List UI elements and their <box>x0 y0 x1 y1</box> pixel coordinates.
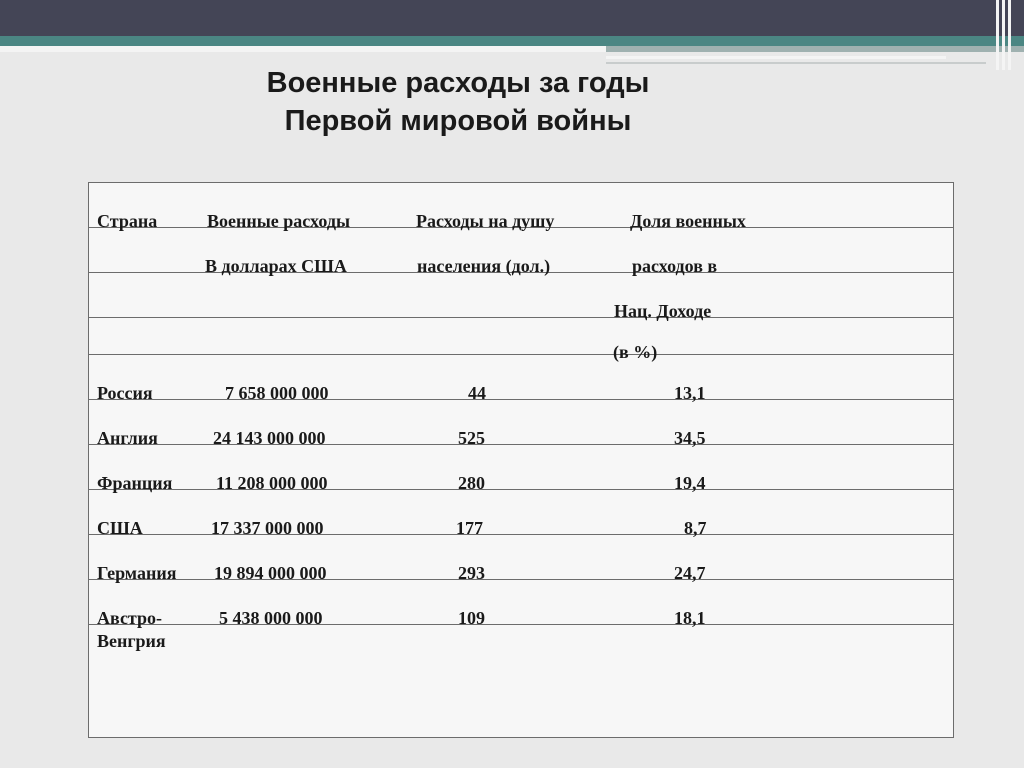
table-cell <box>89 445 954 493</box>
table-cell <box>89 355 954 403</box>
per-capita-cell: 293 <box>458 563 485 583</box>
table-row <box>89 625 954 738</box>
table-header-row <box>89 273 954 318</box>
country-cell: США <box>97 518 143 538</box>
slide-title <box>0 64 916 140</box>
spending-cell: 19 894 000 000 <box>214 563 327 583</box>
slide-stripe <box>606 56 946 59</box>
share-cell: 8,7 <box>684 518 707 538</box>
header-share-percent: (в %) <box>613 342 658 362</box>
table-cell <box>89 535 954 583</box>
table-row <box>89 445 954 490</box>
country-cell: Франция <box>97 473 173 493</box>
table-header-row <box>89 228 954 273</box>
header-share-cont: расходов в <box>632 256 718 276</box>
spending-cell: 24 143 000 000 <box>213 428 326 448</box>
per-capita-cell: 109 <box>458 608 485 628</box>
military-spending-table <box>88 182 954 738</box>
table-cell <box>89 625 954 738</box>
slide-top-bar <box>0 0 1024 36</box>
header-per-capita: Расходы на душу <box>416 211 555 231</box>
share-cell: 34,5 <box>674 428 706 448</box>
table-cell <box>89 400 954 448</box>
share-cell: 19,4 <box>674 473 706 493</box>
table-header-cell <box>89 318 954 362</box>
per-capita-cell: 177 <box>456 518 483 538</box>
country-cell-continued: Венгрия <box>97 631 166 651</box>
country-cell: Австро- <box>97 608 162 628</box>
table-row <box>89 535 954 580</box>
table-header-row <box>89 318 954 355</box>
table-row <box>89 580 954 625</box>
table-header-cell <box>89 183 954 231</box>
slide-accent-band <box>0 36 1024 46</box>
table-cell <box>89 490 954 538</box>
country-cell: Германия <box>97 563 177 583</box>
table-cell <box>89 580 954 628</box>
share-cell: 24,7 <box>674 563 706 583</box>
table-header-cell <box>89 228 954 276</box>
header-spending: Военные расходы <box>207 211 350 231</box>
country-cell: Россия <box>97 383 153 403</box>
header-share: Доля военных <box>630 211 746 231</box>
slide-title-line-1: Военные расходы за годы <box>266 67 650 99</box>
slide-title-line-2: Первой мировой войны <box>284 105 632 137</box>
header-share-income: Нац. Доходе <box>614 301 712 321</box>
table-row <box>89 400 954 445</box>
slide-decoration-lines <box>992 0 1024 70</box>
per-capita-cell: 44 <box>468 383 486 403</box>
header-per-capita-units: населения (дол.) <box>417 256 551 276</box>
table-row <box>89 490 954 535</box>
share-cell: 13,1 <box>674 383 706 403</box>
slide-gray-band <box>606 46 1024 52</box>
table-row <box>89 355 954 400</box>
share-cell: 18,1 <box>674 608 706 628</box>
spending-cell: 7 658 000 000 <box>225 383 329 403</box>
slide-light-band <box>0 46 606 52</box>
header-spending-units: В долларах США <box>205 256 347 276</box>
spending-cell: 11 208 000 000 <box>216 473 328 493</box>
per-capita-cell: 280 <box>458 473 485 493</box>
table-header-row <box>89 183 954 228</box>
country-cell: Англия <box>97 428 158 448</box>
spending-cell: 5 438 000 000 <box>219 608 323 628</box>
table-header-cell <box>89 273 954 321</box>
spending-cell: 17 337 000 000 <box>211 518 324 538</box>
per-capita-cell: 525 <box>458 428 485 448</box>
header-country: Страна <box>97 211 158 231</box>
